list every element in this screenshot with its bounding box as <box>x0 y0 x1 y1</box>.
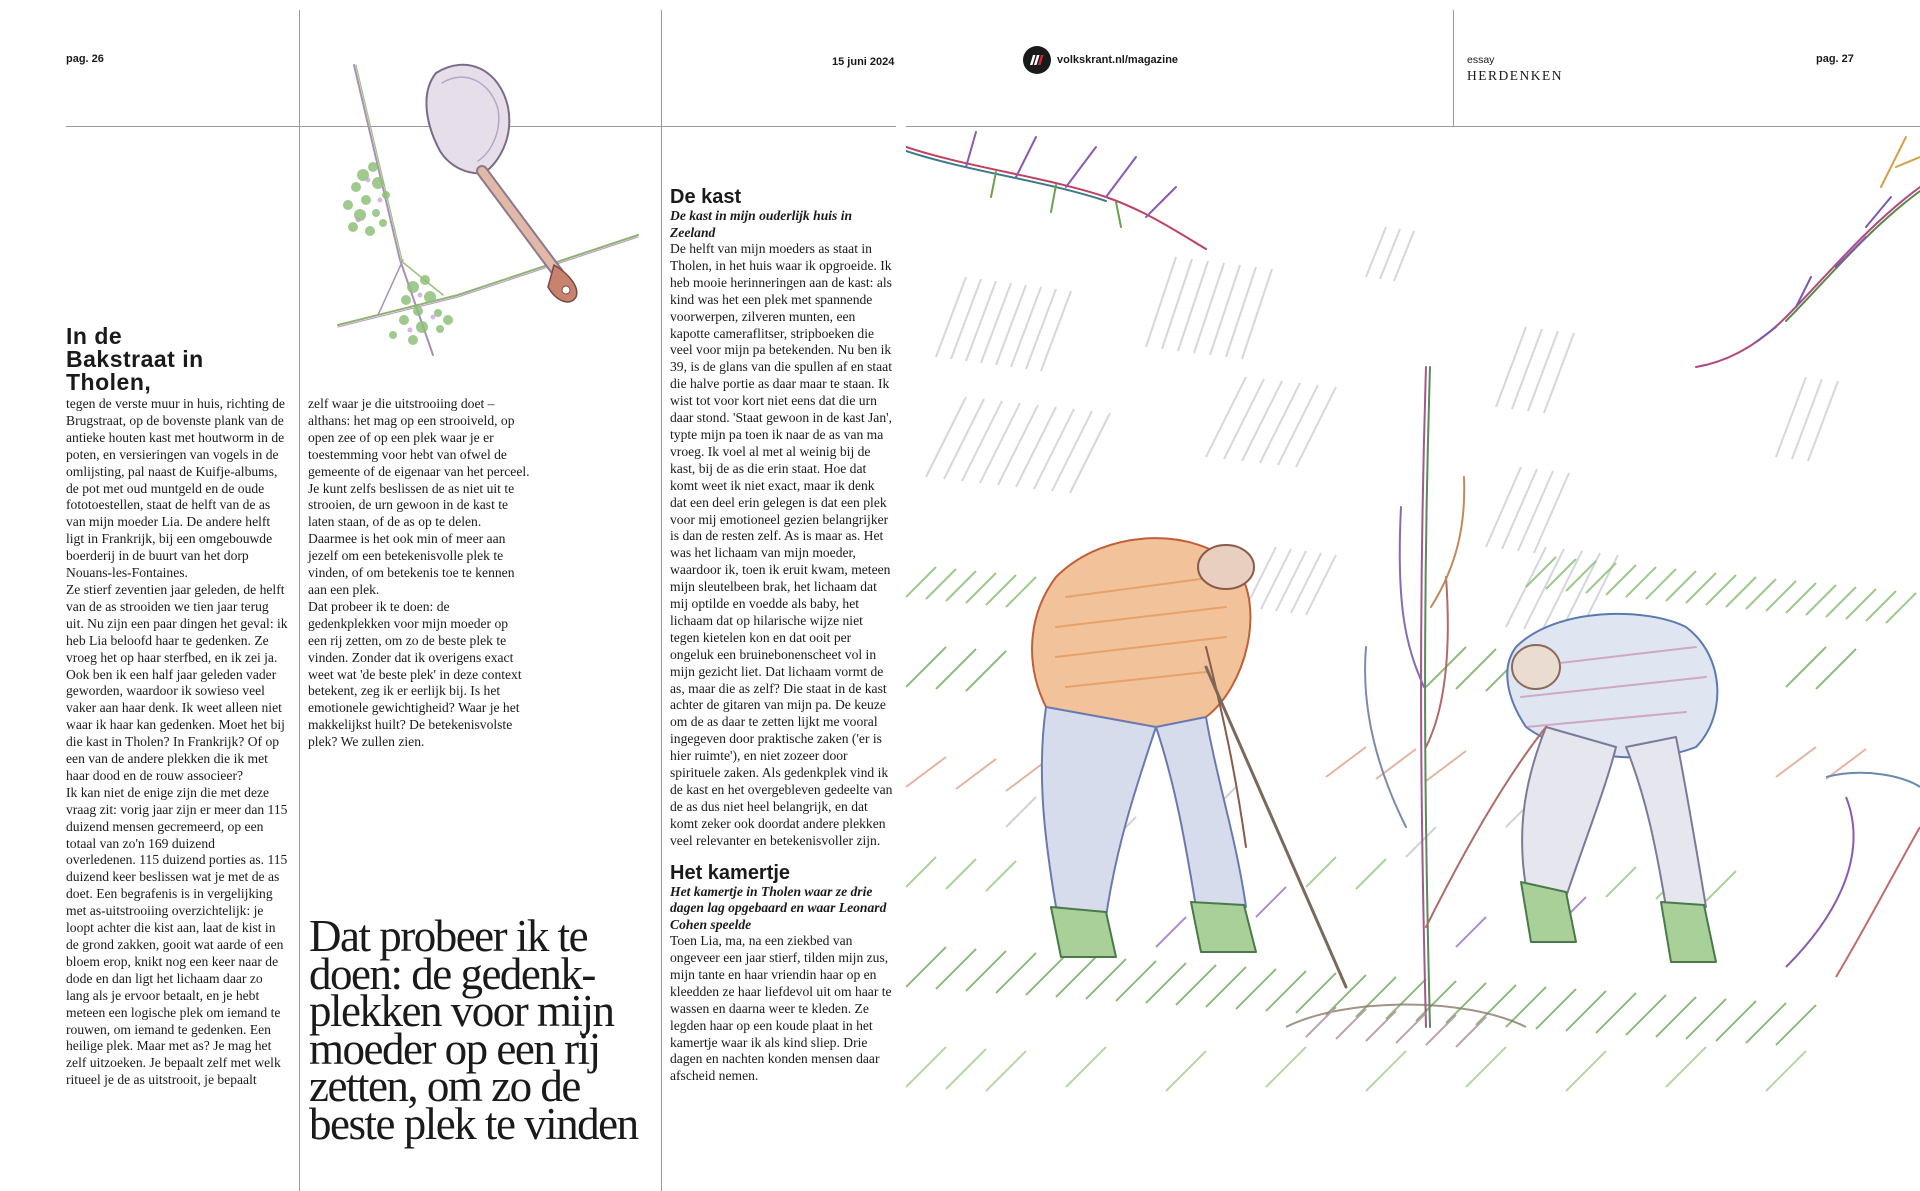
header-divider-right <box>1453 10 1454 127</box>
section-lead-het-kamertje: Het kamertje in Tholen waar ze drie dagen lag opgebaard en waar Leonard Cohen speelde <box>670 883 887 932</box>
trowel <box>426 65 576 302</box>
person-right <box>1426 614 1717 962</box>
column-divider-1 <box>299 10 300 1191</box>
section-label: essay <box>1467 54 1495 66</box>
section-lead-de-kast: De kast in mijn ouderlijk huis in Zeeland <box>670 208 853 240</box>
column-1-body <box>66 396 288 1089</box>
person-left <box>1032 538 1346 987</box>
section-title: HERDENKEN <box>1467 68 1563 83</box>
sapling-tree <box>1365 367 1464 1027</box>
column-2-body <box>308 396 530 751</box>
site-badge[interactable] <box>1023 46 1178 74</box>
planting-illustration <box>906 127 1920 1152</box>
column-2-paragraph: zelf waar je die uitstrooiing doet – althans: het mag op een strooiveld, op open zee of op een plek waar je er toestemming voor hebt van ofwel de gemeente of de eigenaar van het perceel. Je kunt zelfs beslissen de as niet uit te strooien, de urn gewoon in de kast te laten staan, of de as op te delen. Daarmee is het ook min of meer aan jezelf om een betekenisvolle plek te vinden, of om betekenis toe te kennen aan een plek. <box>308 396 530 597</box>
wheelbarrow <box>1786 773 1920 977</box>
right-page-number: pag. 27 <box>1816 53 1854 65</box>
branches <box>906 132 1920 367</box>
article-heading: In de Bakstraat in Tholen, <box>66 323 204 395</box>
column-1-paragraph: Ik kan niet de enige zijn die met deze vraag zit: vorig jaar zijn er meer dan 115 duizend mensen gecremeerd, op een totaal van zo'n 169 duizend overledenen. 115 duizend porties as. 115 duizend keer beslissen wat je met de as doet. Een begrafenis is in vergelijking met as-uitstrooiing overzichtelijk: je loopt achter die kist aan, laat de kist in de grond zakken, gooit wat aarde of een bloem erop, knikt nog een keer naar de dode en dan ligt het lichaam daar zo lang als je ervoor betaalt, en je hebt meteen een logische plek om iemand te rouwen, om iemand te gedenken. Een heilige plek. Maar met as? Je mag het zelf uitzoeken. Je bepaalt zelf met welk ritueel je de as uitstrooit, je bepaalt <box>66 784 288 1088</box>
left-page-number: pag. 26 <box>66 53 104 65</box>
section-body-de-kast: De helft van mijn moeders as staat in Tholen, in het huis waar ik opgroeide. Ik heb mooie herinneringen aan de kast: als kind was het een plek met spannende voorwerpen, zilveren munten, een kapotte cameraflitser, stripboeken die veel voor mijn pa betekenden. Nu ben ik 39, is de glans van die spullen af en staat die halve portie as daar maar te staan. Ik wist tot voor kort niet eens dat die urn daar stond. 'Staat gewoon in de kast Jan', typte mijn pa toen ik naar de as van ma vroeg. Ik voel al met al weinig bij de kast, bij de as die erin staat. Hoe dat komt weet ik niet exact, maar ik denk dat een deel erin gelegen is dat een plek voor mij emotioneel gezien belangrijker is dan de resten zelf. As is maar as. Het was het lichaam van mijn moeder, waardoor ik, toen ik eruit kwam, meteen mijn sleutelbeen brak, het lichaam dat mij optilde en voedde als baby, het lichaam dat op hilarische wijze niet tegen kietelen kon en dat ooit per ongeluk een bruinebonenscheet vol in mijn gezicht liet. Dat lichaam vormt de as, maar die as zelf? Die staat in de kast achter de gitaren van mijn pa. De keuze om de as daar te zetten lijkt me vooral ingegeven door praktische zaken ('er is hier ruimte'), en niet zozeer door spirituele zaken. Als gedenkplek vind ik de kast en het overgebleven gedeelte van de as dus niet heel belangrijk, en dat komt zeker ook doordat andere plekken veel relevanter en betekenisvoller zijn. <box>670 241 893 848</box>
column-1-paragraph: tegen de verste muur in huis, richting de Brugstraat, op de bovenste plank van de antieke houten kast met houtworm in de poten, en versieringen van vogels in de omlijsting, pal naast de Kuifje-albums, de pot met oud muntgeld en de oude fototoestellen, staat de helft van de as van mijn moeder Lia. De andere helft ligt in Frankrijk, bij een omgebouwde boerderij in de buurt van het dorp Nouans-les-Fontaines. <box>66 396 285 581</box>
trowel-illustration <box>318 55 653 370</box>
section-heading-de-kast: De kast <box>670 186 742 208</box>
section-body-het-kamertje: Toen Lia, ma, na een ziekbed van ongeveer een jaar stierf, tilden mijn zus, mijn tante en haar vriendin haar op en kleedden ze haar liefdevol uit om haar te wassen en daarna weer te kleden. Ze legden haar op een koude plaat in het kamertje waar ik als kind sliep. Drie dagen en nachten konden mensen daar afscheid nemen. <box>670 933 892 1084</box>
column-3 <box>670 186 894 1085</box>
site-url-link[interactable]: volkskrant.nl/magazine <box>1057 54 1179 66</box>
issue-date: 15 juni 2024 <box>832 56 895 68</box>
column-2-paragraph: Dat probeer ik te doen: de gedenkplekken voor mijn moeder op een rij zetten, om zo de beste plek te vinden. Zonder dat ik overigens exact weet wat 'de beste plek' in deze context betekent, zeg ik er eerlijk bij. Is het emotionele gewichtigheid? Waar je het makkelijkst huilt? De betekenisvolste plek? We zullen zien. <box>308 598 522 750</box>
column-1-paragraph: Ze stierf zeventien jaar geleden, de helft van de as strooiden we tien jaar terug uit. Nu zijn een paar dingen het geval: ik heb Lia beloofd haar te gedenken. Ze vroeg het op haar sterfbed, en ik zei ja. Ook ben ik een half jaar geleden vader geworden, waardoor ik sowieso veel vaker aan haar denk. Ik weet alleen niet waar ik haar kan gedenken. Moet het bij die kast in Tholen? In Frankrijk? Of op een van de andere plekken die ik met haar dood en de rouw associeer? <box>66 581 288 783</box>
volkskrant-logo-icon <box>1023 46 1051 74</box>
section-heading-het-kamertje: Het kamertje <box>670 861 791 884</box>
column-divider-2 <box>661 10 662 1191</box>
pull-quote: Dat probeer ik te doen: de gedenk-plekken voor mijn moeder op een rij zetten, om zo de beste plek te vinden <box>309 911 638 1149</box>
